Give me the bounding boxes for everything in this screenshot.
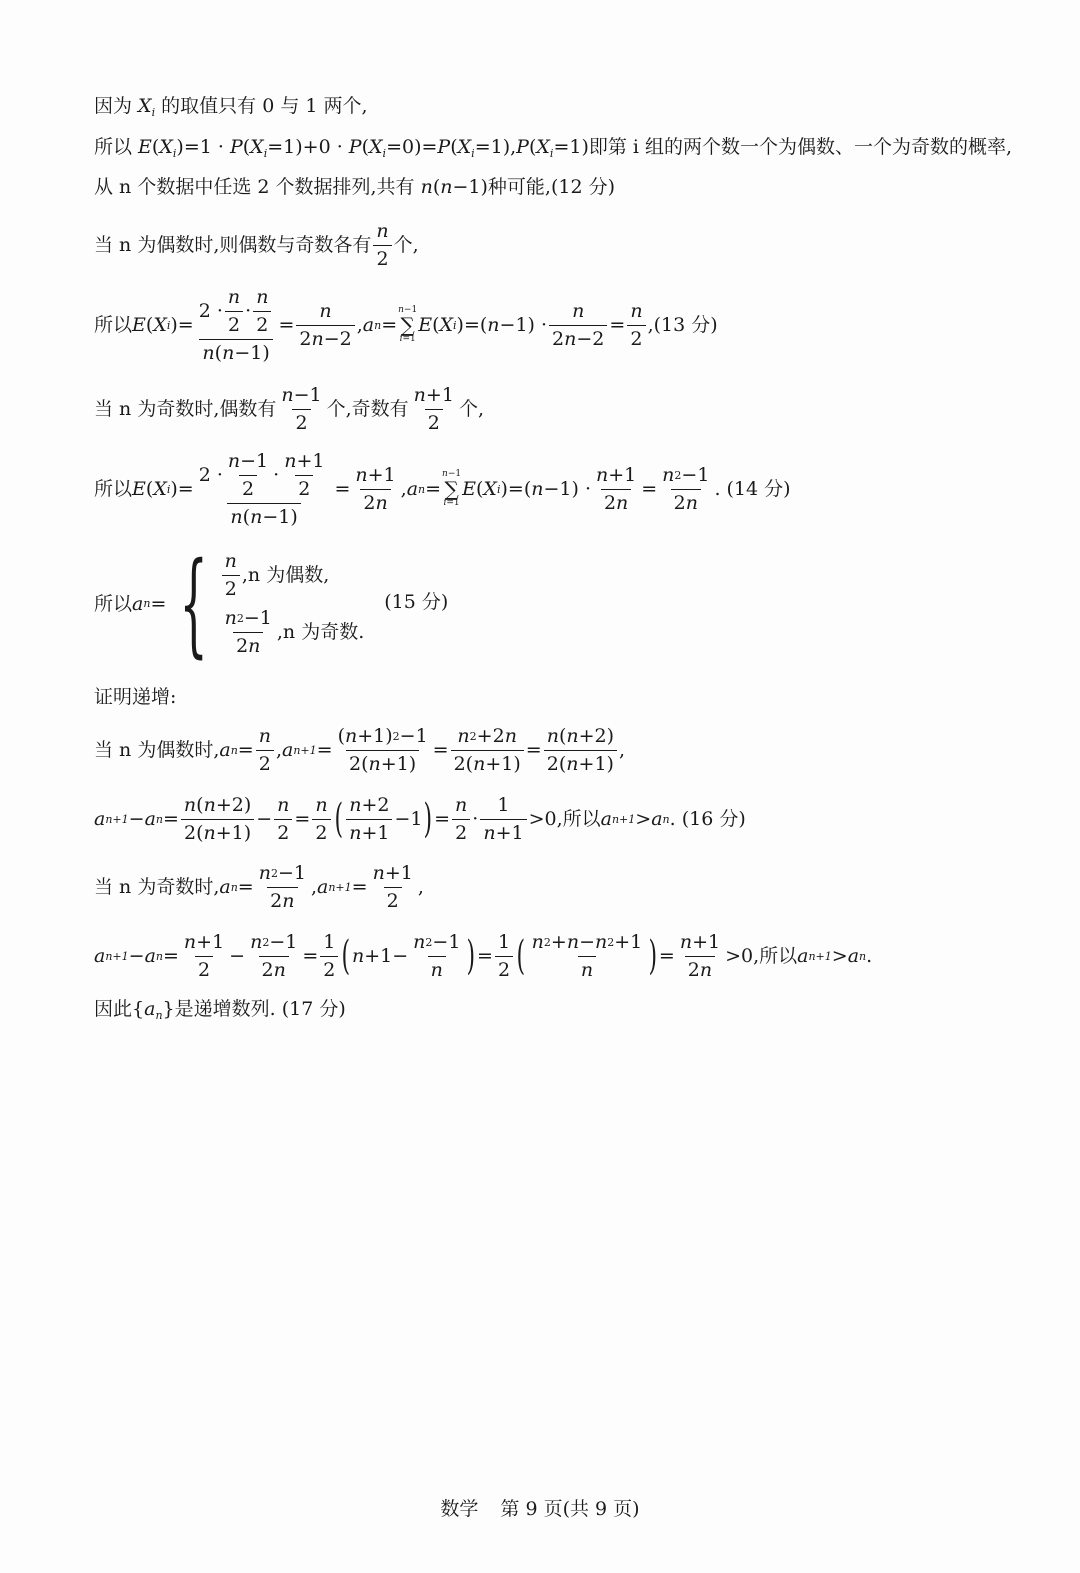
fraction: n 2 −1 n <box>413 931 461 981</box>
formula-line-5: 所以 E ( X i )= 2 · $\frac{n}{2}$ · $\frac{n}{2}$ n ( n −1) = n 2 n −2 , a n = n−1 ∑ i=1 E ( X i )=( n −1) · n 2 n −2 = $\frac{n}{2}$ ,(13 分) <box>94 286 718 364</box>
fraction: 2 · n −1 2 · n +1 2 n ( n −1) <box>198 450 325 528</box>
fraction: $\frac{n}{2}$ <box>373 220 391 271</box>
formula-line-10: 当 n 为偶数时, a n = $\frac{n}{2}$ , a n+1 = ( n +1) 2 −1 2( n +1) = n 2 +2 n 2( n +1) = n ( n +2) 2( n +1) , <box>94 725 626 775</box>
fraction: n +2 n +1 <box>346 794 392 845</box>
text-line-3: 从 n 个数据中任选 2 个数据排列,共有 n(n−1)种可能,(12 分) <box>94 176 616 198</box>
fraction: n +1 2 <box>183 931 225 981</box>
sum-symbol: n−1 ∑ i=1 <box>442 469 462 509</box>
fraction: $\frac{1}{2}$ <box>320 931 338 982</box>
fraction: n 2 n −2 <box>296 300 354 351</box>
formula-line-12: 当 n 为奇数时, a n = n 2 −1 2 n , a n+1 = n +1 2 , <box>94 862 424 912</box>
text-line-2: 所以 $E(X_i)=1 \cdot P(X_i=1)+0 \cdot P(X_i=0)=P(X_i=1),P(X_i=1)$即第 i 组的两个数一个为偶数、一个为奇数的概率, <box>94 136 1013 160</box>
fraction: $\frac{n}{2}$ <box>274 794 292 845</box>
fraction: n 2 n −2 <box>549 300 607 351</box>
fraction: $\frac{1}{2}$ <box>495 931 513 982</box>
text-line-9: 证明递增: <box>94 686 177 708</box>
text-line-4: 当 n 为偶数时,则偶数与奇数各有 $\frac{n}{2}$ 个, <box>94 220 419 270</box>
fraction: n ( n +2) 2( n +1) <box>181 794 254 845</box>
fraction: n ( n +2) 2( n +1) <box>544 725 617 776</box>
fraction: $\frac{n}{2}$ <box>256 725 274 776</box>
fraction: ( n +1) 2 −1 2( n +1) <box>337 725 428 775</box>
fraction: n 2 −1 2 n <box>258 862 306 912</box>
fraction: n 2 +2 n 2( n +1) <box>451 725 524 776</box>
cases: $\frac{n}{2}$ ,n 为偶数, n 2 −1 2 n ,n 为奇数. <box>220 550 365 658</box>
piecewise-line-8: 所以 a n = { $\frac{n}{2}$ ,n 为偶数, n 2 −1 2 n ,n 为奇数. (15 分) <box>94 539 449 669</box>
formula-line-7: 所以 E ( X i )= 2 · n −1 2 · n +1 2 n ( n −1) = n +1 2 n , a n = n−1 ∑ i=1 E ( X i )=( n −1) · n +1 2 n = n 2 −1 2 n . (14 分) <box>94 450 791 528</box>
fraction: n +1 2 n <box>595 463 637 514</box>
formula-line-13: a n+1 − a n = n +1 2 − n 2 −1 2 n = $\frac{1}{2}$ ( n +1− n 2 −1 n ) = $\frac{1}{2}$ ( n 2 + n − n 2 +1 n ) = n +1 2 n >0,所以 a n+1 > a n . <box>94 931 873 981</box>
fraction: n 2 + n − n 2 +1 n <box>531 931 643 981</box>
sum-symbol: n−1 ∑ i=1 <box>398 305 418 345</box>
fraction: n +1 2 n <box>679 931 721 981</box>
fraction: n +1 2 <box>372 862 413 912</box>
text-line-6: 当 n 为奇数时,偶数有 n −1 2 个,奇数有 n +1 2 个, <box>94 384 484 434</box>
fraction: $\frac{n}{2}$ <box>627 300 645 351</box>
page-footer <box>0 1494 1080 1521</box>
fraction: n −1 2 <box>281 384 322 434</box>
footer-page-number: 第 9 页(共 9 页) <box>500 1498 640 1520</box>
formula-line-11: a n+1 − a n = n ( n +2) 2( n +1) − $\frac{n}{2}$ = $\frac{n}{2}$ ( n +2 n +1 −1 ) = $\frac{n}{2}$ · 1 n +1 >0,所以 a n+1 > a n . (16 分) <box>94 794 746 844</box>
text-line-1: 因为 $X_i$ 的取值只有 0 与 1 两个, <box>94 95 368 119</box>
fraction: 2 · $\frac{n}{2}$ · $\frac{n}{2}$ n ( n −1) <box>196 286 277 364</box>
footer-subject: 数学 <box>440 1498 479 1520</box>
text-line-14: 因此$\{a_n\}$是递增数列. (17 分) <box>94 998 346 1022</box>
left-brace: { <box>179 539 209 669</box>
fraction: $\frac{n}{2}$ <box>452 794 470 845</box>
fraction: n 2 −1 2 n <box>250 931 298 981</box>
fraction: n +1 2 <box>413 384 454 434</box>
fraction: 1 n +1 <box>480 794 526 845</box>
fraction: $\frac{n}{2}$ <box>312 794 330 845</box>
fraction: n +1 2 n <box>355 463 396 514</box>
fraction: n 2 −1 2 n <box>662 463 710 514</box>
